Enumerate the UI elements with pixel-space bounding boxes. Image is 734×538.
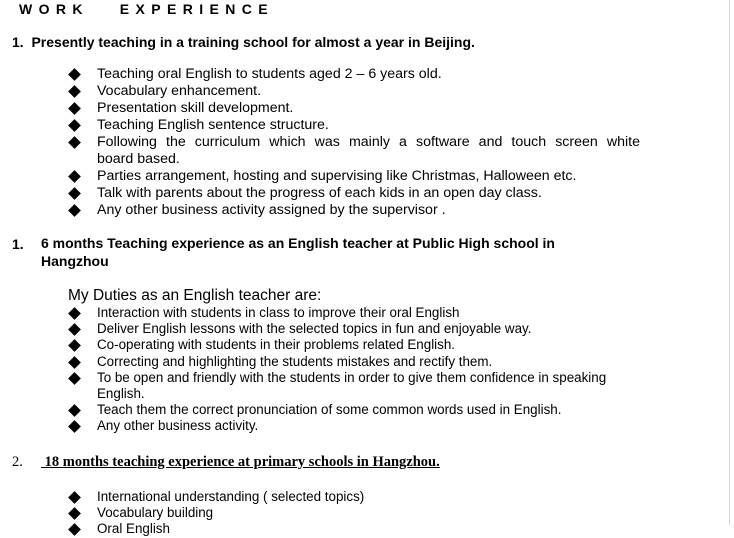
list-item: Talk with parents about the progress of each kids in an open day class. — [70, 185, 640, 202]
diamond-bullet-icon — [68, 170, 81, 183]
diamond-bullet-icon — [68, 524, 81, 537]
list-item: Any other business activity assigned by the supervisor . — [70, 202, 640, 219]
list-item: International understanding ( selected topics) — [70, 489, 640, 505]
diamond-bullet-icon — [68, 136, 81, 149]
diamond-bullet-icon — [68, 102, 81, 115]
diamond-bullet-icon — [68, 187, 81, 200]
job-2-duties-intro: My Duties as an English teacher are: — [68, 287, 322, 304]
job-2-title-line-1: 6 months Teaching experience as an English teacher at Public High school in — [41, 235, 555, 251]
diamond-bullet-icon — [68, 204, 81, 217]
list-item: Interaction with students in class to improve their oral English — [70, 305, 640, 321]
job-2-number: 1. — [12, 236, 24, 252]
list-item: Teaching English sentence structure. — [70, 117, 640, 134]
list-item: Correcting and highlighting the students mistakes and rectify them. — [70, 354, 640, 370]
job-2-duties-list — [70, 305, 640, 435]
job-1-duties-list — [70, 66, 640, 219]
job-1-title-text: Presently teaching in a training school for almost a year in Beijing. — [31, 34, 475, 50]
list-item: Teaching oral English to students aged 2 – 6 years old. — [70, 66, 640, 83]
list-item: Vocabulary enhancement. — [70, 83, 640, 100]
diamond-bullet-icon — [68, 119, 81, 132]
job-1-title — [12, 33, 475, 51]
job-3-title: 18 months teaching experience at primary schools in Hangzhou. — [41, 454, 440, 470]
job-3-duties-list — [70, 489, 640, 538]
diamond-bullet-icon — [68, 404, 81, 417]
list-item-continuation: English. — [97, 386, 145, 402]
diamond-bullet-icon — [68, 85, 81, 98]
list-item: Parties arrangement, hosting and supervising like Christmas, Halloween etc. — [70, 168, 640, 185]
diamond-bullet-icon — [68, 323, 81, 336]
list-item: Following the curriculum which was mainly a software and touch screen white — [70, 134, 640, 151]
list-item: Co-operating with students in their problems related English. — [70, 337, 640, 353]
list-item: Presentation skill development. — [70, 100, 640, 117]
diamond-bullet-icon — [68, 340, 81, 353]
diamond-bullet-icon — [68, 421, 81, 434]
list-item: To be open and friendly with the students in order to give them confidence in speaking — [70, 370, 640, 386]
list-item: Vocabulary building — [70, 505, 640, 521]
job-1-number: 1. — [12, 34, 24, 50]
list-item: Teach them the correct pronunciation of some common words used in English. — [70, 402, 640, 418]
job-3-number: 2. — [12, 454, 23, 470]
page-edge-rule — [729, 0, 730, 525]
diamond-bullet-icon — [68, 307, 81, 320]
diamond-bullet-icon — [68, 372, 81, 385]
diamond-bullet-icon — [68, 507, 81, 520]
diamond-bullet-icon — [68, 491, 81, 504]
list-item-continuation: board based. — [97, 151, 180, 167]
job-2-title-line-2: Hangzhou — [41, 253, 109, 269]
diamond-bullet-icon — [68, 356, 81, 369]
diamond-bullet-icon — [68, 68, 81, 81]
list-item: Oral English — [70, 521, 640, 537]
list-item: Deliver English lessons with the selected topics in fun and enjoyable way. — [70, 321, 640, 337]
section-heading: WORK EXPERIENCE — [19, 1, 275, 17]
list-item: Any other business activity. — [70, 418, 640, 434]
